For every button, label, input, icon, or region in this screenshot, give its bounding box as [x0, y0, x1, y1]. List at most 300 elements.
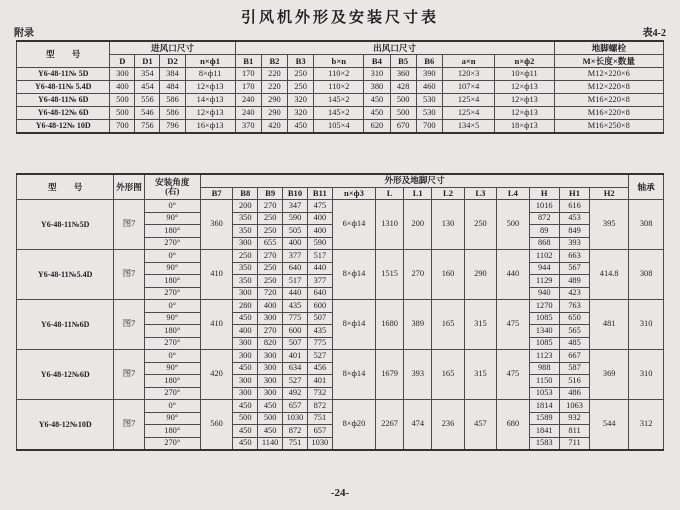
h1-cell: 453	[559, 212, 589, 225]
value-cell: M12×220×8	[554, 81, 663, 94]
outline-figure-header: 外形图	[114, 174, 144, 200]
h1-cell: 932	[559, 412, 589, 425]
b-dimension-cell: 872	[307, 400, 332, 413]
value-cell: 756	[135, 120, 160, 134]
b-dimension-cell: 300	[233, 287, 258, 300]
h-cell: 944	[529, 262, 559, 275]
model-cell: Y6-48-12№6D	[17, 350, 114, 400]
bolt-holes-cell: 8×ф20	[332, 400, 375, 451]
value-cell: 125×4	[442, 107, 494, 120]
l4-cell: 440	[497, 250, 529, 300]
value-cell: 450	[364, 94, 390, 107]
value-cell: 390	[416, 68, 442, 81]
h-cell: 1841	[529, 425, 559, 438]
b-dimension-cell: 250	[258, 225, 283, 238]
b-dimension-cell: 640	[307, 287, 332, 300]
h-cell: 89	[529, 225, 559, 238]
value-cell: 120×3	[442, 68, 494, 81]
b-dimension-cell: 456	[307, 362, 332, 375]
bolt-holes-cell: 8×ф14	[332, 350, 375, 400]
h-cell: 1123	[529, 350, 559, 363]
h1-cell: 486	[559, 387, 589, 400]
model-cell: Y6-48-12№ 10D	[17, 120, 110, 134]
b-dimension-cell: 527	[307, 350, 332, 363]
value-cell: 145×2	[314, 94, 364, 107]
value-cell: 354	[135, 68, 160, 81]
angle-cell: 180°	[144, 375, 200, 388]
value-cell: 586	[160, 107, 185, 120]
b-dimension-cell: 517	[307, 250, 332, 263]
model-cell: Y6-48-11№5.4D	[17, 250, 114, 300]
value-cell: 14×ф13	[185, 94, 235, 107]
column-header: L4	[497, 187, 529, 200]
h2-cell: 369	[590, 350, 629, 400]
value-cell: 8×ф11	[185, 68, 235, 81]
h-cell: 988	[529, 362, 559, 375]
b-dimension-cell: 300	[233, 350, 258, 363]
b-dimension-cell: 1140	[258, 437, 283, 450]
b-dimension-cell: 450	[258, 425, 283, 438]
l4-cell: 680	[497, 400, 529, 451]
b-dimension-cell: 435	[283, 300, 308, 313]
value-cell: 380	[364, 81, 390, 94]
value-cell: 16×ф13	[185, 120, 235, 134]
h-cell: 1583	[529, 437, 559, 450]
value-cell: 454	[135, 81, 160, 94]
column-header: b×n	[314, 55, 364, 68]
b-dimension-cell: 751	[283, 437, 308, 450]
h1-cell: 663	[559, 250, 589, 263]
bearing-cell: 312	[629, 400, 664, 451]
column-header: L	[376, 187, 404, 200]
page-number: -24-	[330, 487, 350, 499]
value-cell: 18×ф13	[495, 120, 554, 134]
value-cell: 250	[288, 81, 314, 94]
table-row	[17, 300, 664, 313]
value-cell: 556	[135, 94, 160, 107]
outlet-group-header: 出风口尺寸	[235, 41, 554, 55]
angle-cell: 90°	[144, 412, 200, 425]
h2-cell: 481	[590, 300, 629, 350]
h-cell: 1085	[529, 337, 559, 350]
value-cell: 290	[261, 107, 287, 120]
column-header: M×长度×数量	[554, 55, 663, 68]
value-cell: 125×4	[442, 94, 494, 107]
b-dimension-cell: 400	[283, 237, 308, 250]
column-header: B1	[235, 55, 261, 68]
h-cell: 1129	[529, 275, 559, 288]
h-cell: 1270	[529, 300, 559, 313]
b-dimension-cell: 350	[233, 225, 258, 238]
outline-figure-cell: 图7	[114, 400, 144, 451]
angle-header-side: (右)	[165, 186, 180, 196]
b-dimension-cell: 775	[307, 337, 332, 350]
b-dimension-cell: 300	[258, 312, 283, 325]
b-dimension-cell: 401	[283, 350, 308, 363]
value-cell: 700	[110, 120, 135, 134]
model-cell: Y6-48-11№ 5.4D	[17, 81, 110, 94]
value-cell: 370	[235, 120, 261, 134]
l1-cell: 200	[404, 200, 432, 250]
value-cell: 500	[390, 94, 416, 107]
b-dimension-cell: 300	[258, 375, 283, 388]
column-header: n×ф1	[185, 55, 235, 68]
b-dimension-cell: 401	[307, 375, 332, 388]
b-dimension-cell: 450	[233, 437, 258, 450]
l2-cell: 165	[432, 300, 464, 350]
l-cell: 1680	[376, 300, 404, 350]
h2-cell: 414.8	[590, 250, 629, 300]
value-cell: 220	[261, 68, 287, 81]
value-cell: 10×ф11	[495, 68, 554, 81]
b-dimension-cell: 300	[233, 237, 258, 250]
l3-cell: 290	[464, 250, 496, 300]
b-dimension-cell: 300	[258, 387, 283, 400]
h1-cell: 516	[559, 375, 589, 388]
value-cell: M16×250×8	[554, 120, 663, 134]
l1-cell: 270	[404, 250, 432, 300]
b-dimension-cell: 507	[307, 312, 332, 325]
b-dimension-cell: 350	[233, 212, 258, 225]
l3-cell: 457	[464, 400, 496, 451]
value-cell: M16×220×8	[554, 94, 663, 107]
h-cell: 1053	[529, 387, 559, 400]
model-cell: Y6-48-12№ 6D	[17, 107, 110, 120]
bolt-holes-cell: 8×ф14	[332, 300, 375, 350]
b-dimension-cell: 377	[283, 250, 308, 263]
b-dimension-cell: 1030	[307, 437, 332, 450]
b-dimension-cell: 751	[307, 412, 332, 425]
h1-cell: 423	[559, 287, 589, 300]
b-dimension-cell: 270	[258, 250, 283, 263]
b-dimension-cell: 775	[283, 312, 308, 325]
table-row	[17, 120, 664, 134]
b-dimension-cell: 634	[283, 362, 308, 375]
bearing-cell: 308	[629, 250, 664, 300]
column-header: B6	[416, 55, 442, 68]
value-cell: 400	[110, 81, 135, 94]
value-cell: 12×ф13	[495, 81, 554, 94]
value-cell: 360	[390, 68, 416, 81]
h-cell: 940	[529, 287, 559, 300]
angle-cell: 270°	[144, 437, 200, 450]
b-dimension-cell: 400	[233, 325, 258, 338]
value-cell: 290	[261, 94, 287, 107]
angle-cell: 270°	[144, 287, 200, 300]
column-header: H2	[590, 187, 629, 200]
b-dimension-cell: 655	[258, 237, 283, 250]
h-cell: 1085	[529, 312, 559, 325]
b-dimension-cell: 300	[233, 375, 258, 388]
b-dimension-cell: 250	[258, 212, 283, 225]
h-cell: 1102	[529, 250, 559, 263]
h-cell: 1016	[529, 200, 559, 213]
column-header: B9	[258, 187, 283, 200]
value-cell: 700	[416, 120, 442, 134]
h1-cell: 485	[559, 337, 589, 350]
table-row	[17, 250, 664, 263]
b-dimension-cell: 590	[307, 237, 332, 250]
column-header: B3	[288, 55, 314, 68]
b-dimension-cell: 600	[307, 300, 332, 313]
table-row	[17, 350, 664, 363]
b-dimension-cell: 657	[307, 425, 332, 438]
column-header: H1	[559, 187, 589, 200]
h1-cell: 489	[559, 275, 589, 288]
b-dimension-cell: 450	[233, 362, 258, 375]
l3-cell: 315	[464, 300, 496, 350]
l3-cell: 315	[464, 350, 496, 400]
column-header: L3	[464, 187, 496, 200]
b-dimension-cell: 600	[283, 325, 308, 338]
l4-cell: 475	[497, 300, 529, 350]
column-header: B2	[261, 55, 287, 68]
column-header: B10	[283, 187, 308, 200]
angle-cell: 90°	[144, 262, 200, 275]
angle-cell: 270°	[144, 237, 200, 250]
b-dimension-cell: 450	[258, 400, 283, 413]
anchor-bolt-header: 地脚螺栓	[554, 41, 663, 55]
table-row	[17, 107, 664, 120]
column-header: B5	[390, 55, 416, 68]
b-dimension-cell: 500	[233, 412, 258, 425]
h-cell: 1589	[529, 412, 559, 425]
value-cell: 484	[160, 81, 185, 94]
b-dimension-cell: 377	[307, 275, 332, 288]
value-cell: 428	[390, 81, 416, 94]
value-cell: 670	[390, 120, 416, 134]
l4-cell: 500	[497, 200, 529, 250]
table-number: 表4-2	[642, 28, 666, 39]
table-row	[17, 94, 664, 107]
angle-cell: 0°	[144, 300, 200, 313]
angle-cell: 90°	[144, 312, 200, 325]
outline-figure-cell: 图7	[114, 350, 144, 400]
value-cell: 500	[390, 107, 416, 120]
angle-cell: 180°	[144, 275, 200, 288]
b-dimension-cell: 505	[283, 225, 308, 238]
b-dimension-cell: 820	[258, 337, 283, 350]
value-cell: 796	[160, 120, 185, 134]
column-header: B7	[200, 187, 232, 200]
value-cell: 450	[288, 120, 314, 134]
angle-cell: 90°	[144, 212, 200, 225]
b7-cell: 410	[200, 300, 232, 350]
b-dimension-cell: 350	[233, 262, 258, 275]
b-dimension-cell: 400	[307, 212, 332, 225]
column-header: n×ф2	[495, 55, 554, 68]
model-cell: Y6-48-11№5D	[17, 200, 114, 250]
value-cell: 586	[160, 94, 185, 107]
column-header: D1	[135, 55, 160, 68]
value-cell: 240	[235, 94, 261, 107]
b-dimension-cell: 517	[283, 275, 308, 288]
h1-cell: 650	[559, 312, 589, 325]
h-cell: 872	[529, 212, 559, 225]
value-cell: 170	[235, 68, 261, 81]
b-dimension-cell: 475	[307, 200, 332, 213]
column-header: H	[529, 187, 559, 200]
b-dimension-cell: 200	[233, 200, 258, 213]
column-header: a×n	[442, 55, 494, 68]
value-cell: 145×2	[314, 107, 364, 120]
l2-cell: 165	[432, 350, 464, 400]
bearing-cell: 310	[629, 300, 664, 350]
bearing-cell: 310	[629, 350, 664, 400]
value-cell: 310	[364, 68, 390, 81]
b-dimension-cell: 732	[307, 387, 332, 400]
column-header: n×ф3	[332, 187, 375, 200]
l-cell: 1679	[376, 350, 404, 400]
value-cell: 110×2	[314, 81, 364, 94]
value-cell: 530	[416, 94, 442, 107]
h1-cell: 667	[559, 350, 589, 363]
value-cell: 320	[288, 94, 314, 107]
l2-cell: 130	[432, 200, 464, 250]
value-cell: 320	[288, 107, 314, 120]
l4-cell: 475	[497, 350, 529, 400]
b-dimension-cell: 347	[283, 200, 308, 213]
table-row	[17, 68, 664, 81]
value-cell: 12×ф13	[495, 107, 554, 120]
value-cell: 500	[110, 94, 135, 107]
l-cell: 1310	[376, 200, 404, 250]
b-dimension-cell: 440	[283, 287, 308, 300]
value-cell: M16×220×8	[554, 107, 663, 120]
angle-cell: 0°	[144, 250, 200, 263]
column-header: L1	[404, 187, 432, 200]
install-angle-header	[144, 174, 200, 200]
b-dimension-cell: 300	[233, 337, 258, 350]
value-cell: 110×2	[314, 68, 364, 81]
h1-cell: 565	[559, 325, 589, 338]
h-cell: 1340	[529, 325, 559, 338]
value-cell: M12×220×6	[554, 68, 663, 81]
b-dimension-cell: 450	[233, 400, 258, 413]
column-header: D	[110, 55, 135, 68]
angle-cell: 270°	[144, 337, 200, 350]
angle-cell: 180°	[144, 425, 200, 438]
value-cell: 450	[364, 107, 390, 120]
bolt-holes-cell: 8×ф14	[332, 250, 375, 300]
value-cell: 105×4	[314, 120, 364, 134]
b-dimension-cell: 720	[258, 287, 283, 300]
b-dimension-cell: 500	[258, 412, 283, 425]
b-dimension-cell: 350	[233, 275, 258, 288]
l1-cell: 389	[404, 300, 432, 350]
column-header: B4	[364, 55, 390, 68]
b-dimension-cell: 450	[233, 312, 258, 325]
h1-cell: 1063	[559, 400, 589, 413]
b-dimension-cell: 270	[258, 200, 283, 213]
angle-cell: 90°	[144, 362, 200, 375]
model-cell: Y6-48-11№ 6D	[17, 94, 110, 107]
value-cell: 460	[416, 81, 442, 94]
inlet-outlet-dimensions-table	[16, 40, 664, 134]
value-cell: 134×5	[442, 120, 494, 134]
l1-cell: 474	[404, 400, 432, 451]
b-dimension-cell: 590	[283, 212, 308, 225]
model-cell: Y6-48-11№6D	[17, 300, 114, 350]
model-header: 型 号	[17, 174, 114, 200]
value-cell: 384	[160, 68, 185, 81]
b-dimension-cell: 435	[307, 325, 332, 338]
value-cell: 300	[110, 68, 135, 81]
column-header: D2	[160, 55, 185, 68]
b-dimension-cell: 250	[233, 250, 258, 263]
b-dimension-cell: 872	[283, 425, 308, 438]
model-header: 型 号	[17, 41, 110, 68]
column-header: B8	[233, 187, 258, 200]
h1-cell: 587	[559, 362, 589, 375]
value-cell: 500	[110, 107, 135, 120]
b7-cell: 410	[200, 250, 232, 300]
bolt-holes-cell: 6×ф14	[332, 200, 375, 250]
outline-figure-cell: 图7	[114, 250, 144, 300]
l2-cell: 160	[432, 250, 464, 300]
value-cell: 240	[235, 107, 261, 120]
value-cell: 170	[235, 81, 261, 94]
b-dimension-cell: 440	[307, 262, 332, 275]
value-cell: 107×4	[442, 81, 494, 94]
angle-cell: 270°	[144, 387, 200, 400]
angle-cell: 0°	[144, 350, 200, 363]
outline-figure-cell: 图7	[114, 300, 144, 350]
h1-cell: 616	[559, 200, 589, 213]
h-cell: 868	[529, 237, 559, 250]
value-cell: 250	[288, 68, 314, 81]
b-dimension-cell: 300	[258, 362, 283, 375]
value-cell: 12×ф13	[185, 81, 235, 94]
column-header: L2	[432, 187, 464, 200]
model-cell: Y6-48-11№ 5D	[17, 68, 110, 81]
outline-figure-cell: 图7	[114, 200, 144, 250]
l1-cell: 393	[404, 350, 432, 400]
inlet-group-header: 进风口尺寸	[110, 41, 235, 55]
b-dimension-cell: 300	[258, 350, 283, 363]
b7-cell: 420	[200, 350, 232, 400]
value-cell: 12×ф13	[495, 94, 554, 107]
angle-header-text: 安装角度	[155, 177, 190, 188]
h2-cell: 395	[590, 200, 629, 250]
angle-cell: 0°	[144, 200, 200, 213]
h1-cell: 849	[559, 225, 589, 238]
dimensions-group-header: 外形及地脚尺寸	[200, 174, 628, 187]
l-cell: 2267	[376, 400, 404, 451]
h-cell: 1150	[529, 375, 559, 388]
appendix-label: 附录	[14, 28, 34, 39]
h1-cell: 763	[559, 300, 589, 313]
value-cell: 220	[261, 81, 287, 94]
angle-cell: 180°	[144, 325, 200, 338]
angle-cell: 0°	[144, 400, 200, 413]
h1-cell: 811	[559, 425, 589, 438]
b-dimension-cell: 657	[283, 400, 308, 413]
b-dimension-cell: 640	[283, 262, 308, 275]
h1-cell: 393	[559, 237, 589, 250]
b-dimension-cell: 400	[307, 225, 332, 238]
angle-cell: 180°	[144, 225, 200, 238]
table-row	[17, 400, 664, 413]
b7-cell: 360	[200, 200, 232, 250]
b7-cell: 560	[200, 400, 232, 451]
b-dimension-cell: 300	[233, 387, 258, 400]
l-cell: 1515	[376, 250, 404, 300]
b-dimension-cell: 492	[283, 387, 308, 400]
h-cell: 1814	[529, 400, 559, 413]
bearing-cell: 308	[629, 200, 664, 250]
b-dimension-cell: 1030	[283, 412, 308, 425]
